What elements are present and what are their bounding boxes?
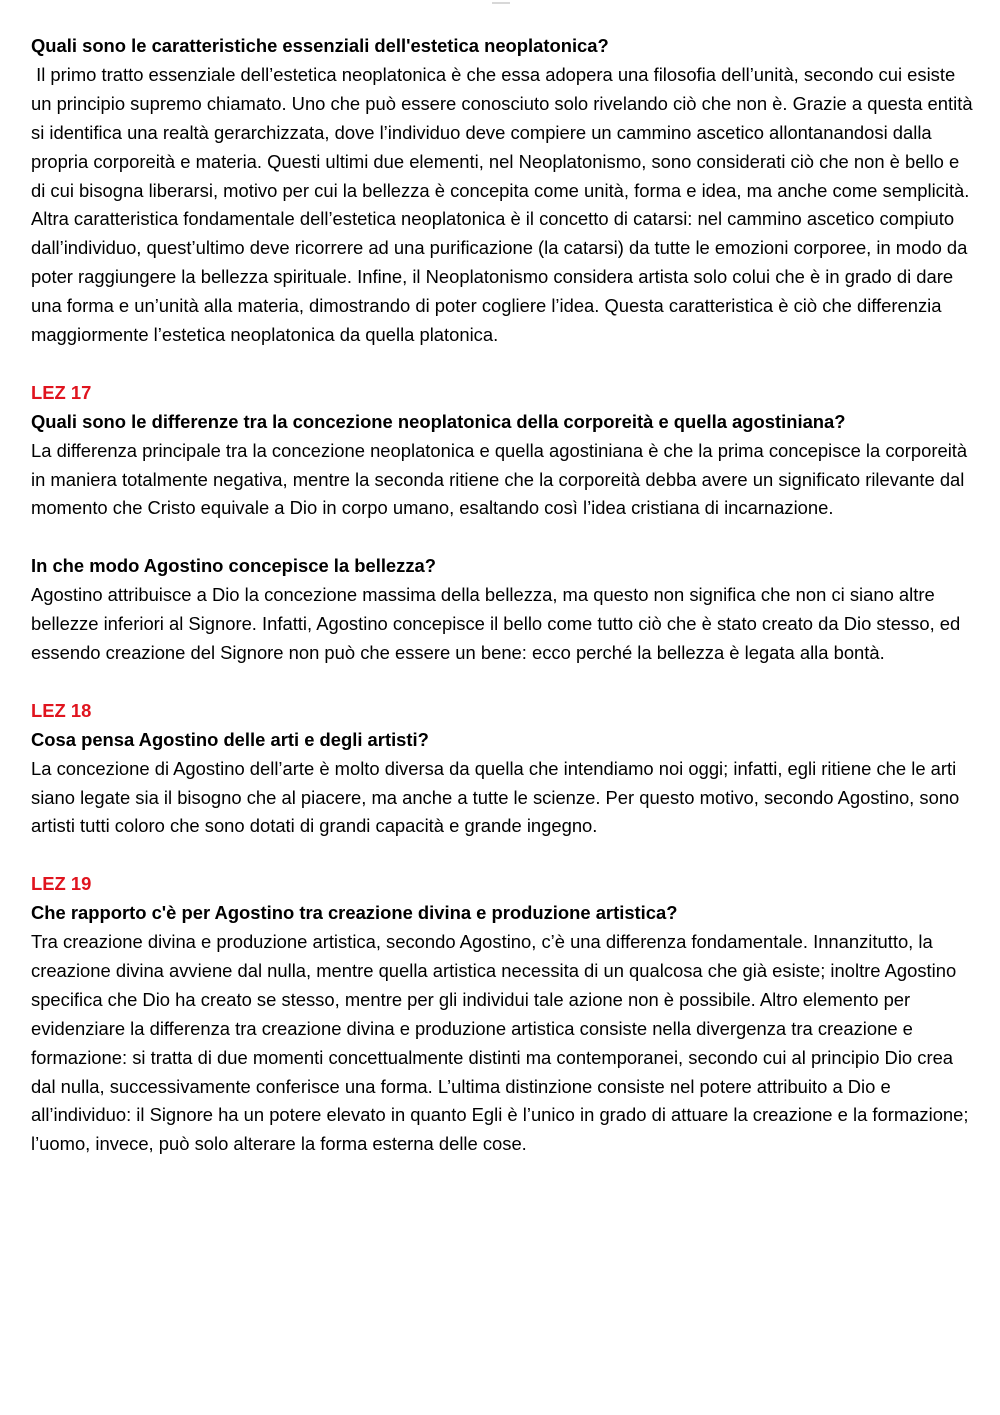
section-lez-19 bbox=[31, 870, 973, 1159]
section-lez-17 bbox=[31, 379, 973, 668]
section-intro bbox=[31, 32, 978, 350]
question-heading: In che modo Agostino concepisce la bellezza? bbox=[31, 555, 437, 577]
document-page bbox=[31, 32, 978, 1159]
spacer bbox=[31, 350, 973, 379]
question-heading: Quali sono le differenze tra la concezione neoplatonica della corporeità e quella agostiniana? bbox=[31, 410, 846, 432]
question-heading: Cosa pensa Agostino delle arti e degli artisti? bbox=[31, 728, 429, 750]
page-header-mark bbox=[492, 2, 510, 4]
answer-paragraph: Il primo tratto essenziale dell’estetica neoplatonica è che essa adopera una filosofia dell’unità, secondo cui esiste un principio supremo chiamato. Uno che può essere conosciuto solo rivelando ciò che non è. Grazie a questa entità si identifica una realtà gerarchizzata, dove l’individuo deve compiere un cammino ascetico allontanandosi dalla propria corporeità e materia. Questi ultimi due elementi, nel Neoplatonismo, sono considerati ciò che non è bello e di cui bisogna liberarsi, motivo per cui la bellezza è concepita come unità, forma e idea, ma anche come semplicità. Altra caratteristica fondamentale dell’estetica neoplatonica è il concetto di catarsi: nel cammino ascetico compiuto dall’individuo, quest’ultimo deve ricorrere ad una purificazione (la catarsi) da tutte le emozioni corporee, in modo da poter raggiungere la bellezza spirituale. Infine, il Neoplatonismo considera artista solo colui che è in grado di dare una forma e un’unità alla materia, dimostrando di poter cogliere l’idea. Questa caratteristica è ciò che differenzia maggiormente l’estetica neoplatonica da quella platonica. bbox=[31, 63, 978, 346]
question-heading: Che rapporto c'è per Agostino tra creazione divina e produzione artistica? bbox=[31, 902, 678, 924]
lesson-heading: LEZ 19 bbox=[31, 873, 92, 895]
spacer bbox=[31, 841, 973, 870]
section-lez-18 bbox=[31, 697, 973, 842]
lesson-heading: LEZ 17 bbox=[31, 381, 92, 403]
question-heading: Quali sono le caratteristiche essenziali dell'estetica neoplatonica? bbox=[31, 35, 609, 56]
lesson-heading: LEZ 18 bbox=[31, 699, 92, 721]
spacer bbox=[31, 523, 973, 552]
answer-paragraph: Tra creazione divina e produzione artistica, secondo Agostino, c’è una differenza fondamentale. Innanzitutto, la creazione divina avviene dal nulla, mentre quella artistica necessita di un qualcosa che già esiste; inoltre Agostino specifica che Dio ha creato se stesso, mentre per gli individui tale azione non è possibile. Altro elemento per evidenziare la differenza tra creazione divina e produzione artistica consiste nella divergenza tra creazione e formazione: si tratta di due momenti concettualmente distinti ma contemporanei, secondo cui al principio Dio crea dal nulla, successivamente conferisce una forma. L’ultima distinzione consiste nel potere attribuito a Dio e all’individuo: il Signore ha un potere elevato in quanto Egli è l’unico in grado di attuare la creazione e la formazione; l’uomo, invece, può solo alterare la forma esterna delle cose. bbox=[31, 931, 969, 1155]
answer-paragraph: Agostino attribuisce a Dio la concezione massima della bellezza, ma questo non significa che non ci siano altre bellezze inferiori al Signore. Infatti, Agostino concepisce il bello come tutto ciò che è stato creato da Dio stesso, ed essendo creazione del Signore non può che essere un bene: ecco perché la bellezza è legata alla bontà. bbox=[31, 584, 961, 663]
answer-paragraph: La differenza principale tra la concezione neoplatonica e quella agostiniana è che la prima concepisce la corporeità in maniera totalmente negativa, mentre la seconda ritiene che la corporeità debba avere un significato rilevante dal momento che Cristo equivale a Dio in corpo umano, esaltando così l’idea cristiana di incarnazione. bbox=[31, 439, 968, 519]
spacer bbox=[31, 668, 973, 697]
answer-paragraph: La concezione di Agostino dell’arte è molto diversa da quella che intendiamo noi oggi; infatti, egli ritiene che le arti siano legate sia il bisogno che al piacere, ma anche a tutte le scienze. Per questo motivo, secondo Agostino, sono artisti tutti coloro che sono dotati di grandi capacità e grande ingegno. bbox=[31, 757, 960, 837]
